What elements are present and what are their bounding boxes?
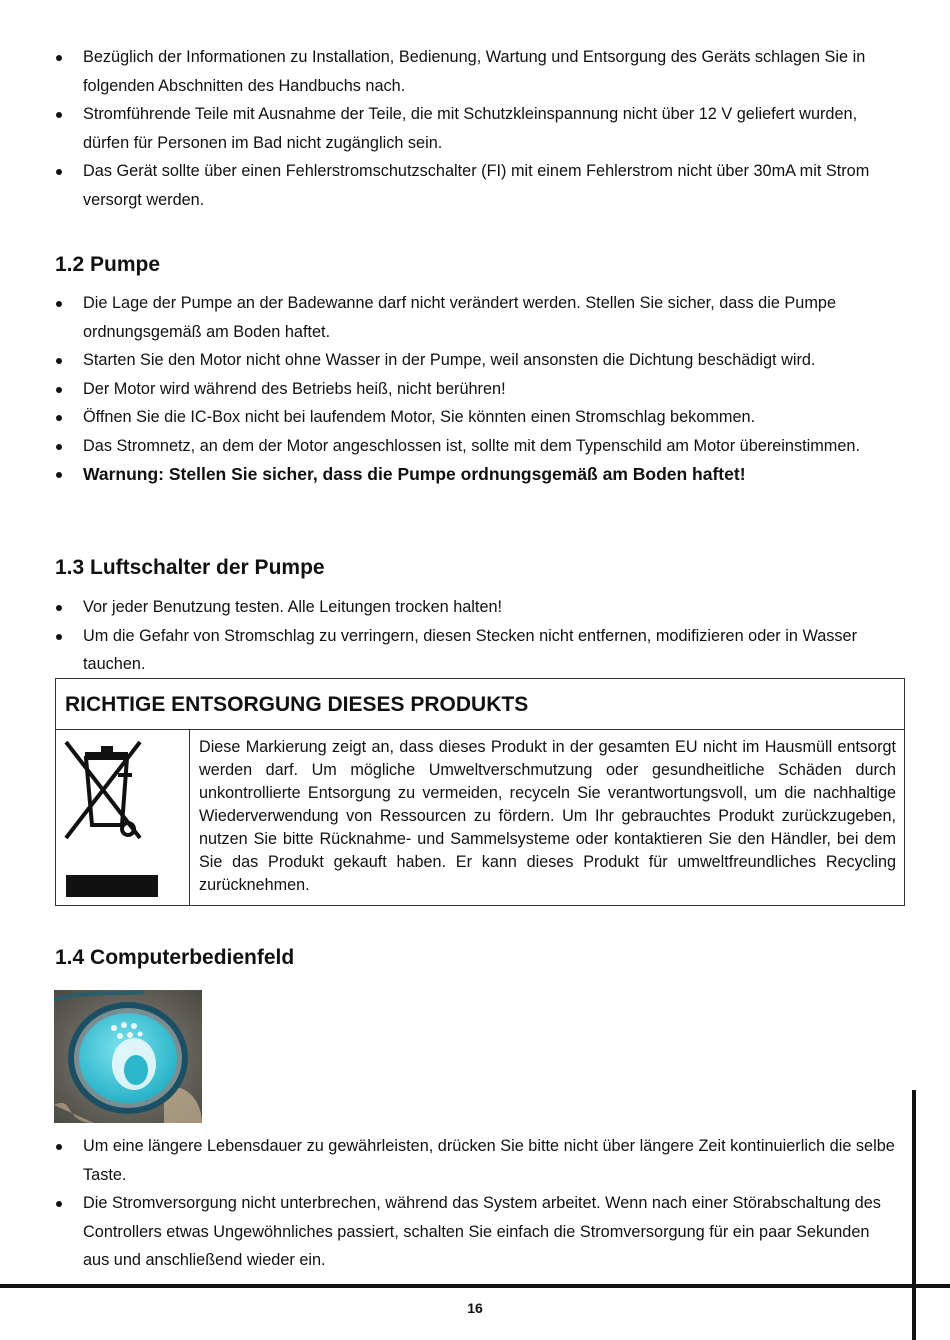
section-title-control-panel: 1.4 Computerbedienfeld	[55, 946, 295, 969]
bullet-icon	[56, 472, 62, 478]
disposal-heading: RICHTIGE ENTSORGUNG DIESES PRODUKTS	[56, 679, 904, 730]
control-panel-image	[54, 990, 202, 1123]
list-item: Um eine längere Lebensdauer zu gewährleisten, drücken Sie bitte nicht über längere Zeit kontinuierlich die selbe Taste.	[55, 1132, 900, 1189]
page-number: 16	[467, 1300, 483, 1316]
disposal-notice-box	[55, 678, 905, 906]
control-panel-bullet-list	[55, 1132, 900, 1275]
list-item: Um die Gefahr von Stromschlag zu verringern, diesen Stecken nicht entfernen, modifizieren oder in Wasser tauchen.	[55, 622, 900, 679]
list-item: Stromführende Teile mit Ausnahme der Teile, die mit Schutzkleinspannung nicht über 12 V geliefert wurden, dürfen für Personen im Bad nicht zugänglich sein.	[55, 100, 900, 157]
disposal-icon-cell	[56, 730, 190, 906]
pump-bullet-list	[55, 289, 900, 489]
section-title-air-switch: 1.3 Luftschalter der Pumpe	[55, 556, 325, 579]
intro-bullet-list	[55, 43, 900, 214]
crossed-out-wheelie-bin-icon	[56, 730, 190, 906]
list-item: Starten Sie den Motor nicht ohne Wasser in der Pumpe, weil ansonsten die Dichtung beschädigt wird.	[55, 346, 900, 375]
list-item: Der Motor wird während des Betriebs heiß, nicht berühren!	[55, 375, 900, 404]
section-title-pump: 1.2 Pumpe	[55, 253, 161, 276]
bullet-icon	[56, 415, 62, 421]
list-item: Vor jeder Benutzung testen. Alle Leitungen trocken halten!	[55, 593, 900, 622]
bullet-icon	[56, 112, 62, 118]
list-item: Das Stromnetz, an dem der Motor angeschlossen ist, sollte mit dem Typenschild am Motor übereinstimmen.	[55, 432, 900, 461]
disposal-text: Diese Markierung zeigt an, dass dieses Produkt in der gesamten EU nicht im Hausmüll entsorgt werden darf. Um mögliche Umweltverschmutzung oder gesundheitliche Schäden durch unkontrollierte Entsorgung zu vermeiden, recyceln Sie verantwortungsvoll, um die nachhaltige Wiederverwendung von Ressourcen zu fördern. Um Ihr gebrauchtes Produkt zurückzugeben, nutzen Sie bitte Rücknahme- und Sammelsysteme oder kontaktieren Sie den Händler, bei dem Sie das Produkt gekauft haben. Er kann dieses Produkt für umweltfreundliches Recycling zurücknehmen.	[199, 738, 896, 894]
list-item: Die Lage der Pumpe an der Badewanne darf nicht verändert werden. Stellen Sie sicher, dass die Pumpe ordnungsgemäß am Boden haftet.	[55, 289, 900, 346]
disposal-body	[56, 730, 904, 906]
list-item: Die Stromversorgung nicht unterbrechen, während das System arbeitet. Wenn nach einer Störabschaltung des Controllers etwas Ungewöhnliches passiert, schalten Sie einfach die Stromversorgung für ein paar Sekunden aus und anschließend wieder ein.	[55, 1189, 900, 1275]
bullet-icon	[56, 605, 62, 611]
bullet-icon	[56, 55, 62, 61]
bullet-icon	[56, 1201, 62, 1207]
bullet-icon	[56, 444, 62, 450]
air-switch-bullet-list	[55, 593, 900, 679]
control-panel-photo	[54, 990, 202, 1123]
list-item: Bezüglich der Informationen zu Installation, Bedienung, Wartung und Entsorgung des Geräts schlagen Sie in folgenden Abschnitten des Handbuchs nach.	[55, 43, 900, 100]
bullet-icon	[56, 1144, 62, 1150]
bullet-icon	[56, 169, 62, 175]
bullet-icon	[56, 387, 62, 393]
bullet-icon	[56, 634, 62, 640]
list-item: Öffnen Sie die IC-Box nicht bei laufendem Motor, Sie könnten einen Stromschlag bekommen.	[55, 403, 900, 432]
footer-rule	[0, 1284, 950, 1288]
list-item: Das Gerät sollte über einen Fehlerstromschutzschalter (FI) mit einem Fehlerstrom nicht über 30mA mit Strom versorgt werden.	[55, 157, 900, 214]
warning-item: Warnung: Stellen Sie sicher, dass die Pumpe ordnungsgemäß am Boden haftet!	[55, 460, 900, 489]
bullet-icon	[56, 358, 62, 364]
bullet-icon	[56, 301, 62, 307]
